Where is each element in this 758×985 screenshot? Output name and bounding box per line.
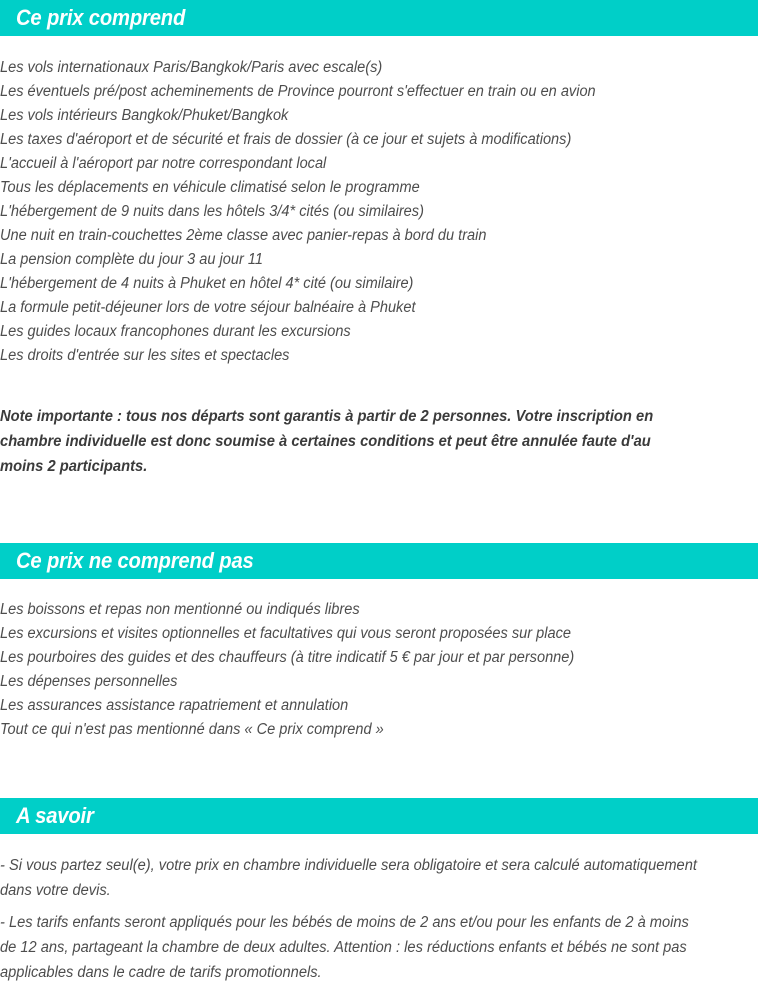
section-header-included <box>0 0 758 36</box>
list-item: Les droits d'entrée sur les sites et spectacles <box>0 347 290 364</box>
list-item: Tout ce qui n'est pas mentionné dans « Ce prix comprend » <box>0 721 384 738</box>
section-header-good-to-know <box>0 798 758 834</box>
section-body-good-to-know <box>0 853 758 985</box>
good-to-know-paragraph: - Si vous partez seul(e), votre prix en chambre individuelle sera obligatoire et sera calculé automatiquement dans votre devis. <box>0 857 697 899</box>
section-header-not-included <box>0 543 758 579</box>
list-item: Les taxes d'aéroport et de sécurité et frais de dossier (à ce jour et sujets à modifications) <box>0 131 572 148</box>
important-note: Note importante : tous nos départs sont garantis à partir de 2 personnes. Votre inscription en chambre individuelle est donc soumise à certaines conditions et peut être annulée faute d'au moins 2 participants. <box>0 407 654 475</box>
not-included-item-list <box>0 598 748 742</box>
list-item: La formule petit-déjeuner lors de votre séjour balnéaire à Phuket <box>0 299 416 316</box>
spacer <box>0 742 758 798</box>
list-item: Les vols internationaux Paris/Bangkok/Paris avec escale(s) <box>0 59 383 76</box>
list-item: L'accueil à l'aéroport par notre correspondant local <box>0 155 327 172</box>
spacer <box>0 368 748 388</box>
list-item: Les assurances assistance rapatriement et annulation <box>0 697 349 714</box>
list-item: Tous les déplacements en véhicule climatisé selon le programme <box>0 179 420 196</box>
section-title-included: Ce prix comprend <box>16 5 186 30</box>
list-item: Les éventuels pré/post acheminements de Province pourront s'effectuer en train ou en avion <box>0 83 596 100</box>
list-item: Les dépenses personnelles <box>0 673 178 690</box>
good-to-know-paragraph: - Les tarifs enfants seront appliqués pour les bébés de moins de 2 ans et/ou pour les enfants de 2 à moins de 12 ans, partageant la chambre de deux adultes. Attention : les réductions enfants et bébés ne sont pas applicables dans le cadre de tarifs promotionnels. <box>0 914 689 981</box>
spacer <box>0 579 758 598</box>
section-body-not-included <box>0 598 758 742</box>
list-item: Une nuit en train-couchettes 2ème classe avec panier-repas à bord du train <box>0 227 487 244</box>
spacer <box>0 36 758 56</box>
list-item: L'hébergement de 9 nuits dans les hôtels 3/4* cités (ou similaires) <box>0 203 424 220</box>
list-item: La pension complète du jour 3 au jour 11 <box>0 251 263 268</box>
list-item: Les pourboires des guides et des chauffeurs (à titre indicatif 5 € par jour et par personne) <box>0 649 575 666</box>
list-item: Les excursions et visites optionnelles et facultatives qui vous seront proposées sur place <box>0 625 571 642</box>
spacer <box>0 903 748 910</box>
list-item: Les guides locaux francophones durant les excursions <box>0 323 351 340</box>
spacer <box>0 494 758 543</box>
section-title-good-to-know: A savoir <box>16 803 94 828</box>
list-item: Les vols intérieurs Bangkok/Phuket/Bangkok <box>0 107 289 124</box>
section-title-not-included: Ce prix ne comprend pas <box>16 548 254 573</box>
section-body-included <box>0 56 758 479</box>
included-item-list <box>0 56 748 368</box>
list-item: Les boissons et repas non mentionné ou indiqués libres <box>0 601 360 618</box>
spacer <box>0 834 758 853</box>
list-item: L'hébergement de 4 nuits à Phuket en hôtel 4* cité (ou similaire) <box>0 275 414 292</box>
